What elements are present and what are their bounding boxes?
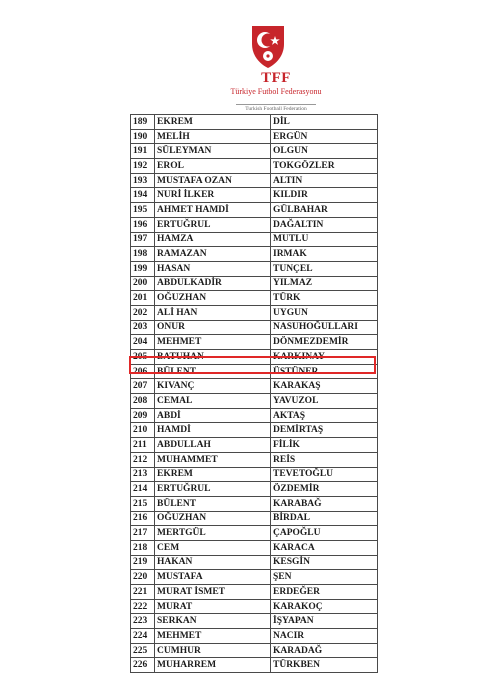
brand-divider	[236, 104, 316, 105]
last-name-cell: TEVETOĞLU	[271, 467, 378, 482]
first-name-cell: HASAN	[155, 261, 271, 276]
row-number: 224	[131, 629, 155, 644]
row-number: 197	[131, 232, 155, 247]
first-name-cell: MURAT İSMET	[155, 585, 271, 600]
last-name-cell: ERDEĞER	[271, 585, 378, 600]
table-row	[131, 291, 378, 306]
row-number: 194	[131, 188, 155, 203]
roster-table-container	[130, 114, 370, 671]
table-row	[131, 188, 378, 203]
first-name-cell: SERKAN	[155, 614, 271, 629]
last-name-cell: KARAKOÇ	[271, 599, 378, 614]
row-number: 201	[131, 291, 155, 306]
first-name-cell: CEM	[155, 540, 271, 555]
last-name-cell: OLGUN	[271, 144, 378, 159]
last-name-cell: KARACA	[271, 540, 378, 555]
last-name-cell: KARADAĞ	[271, 643, 378, 658]
table-row	[131, 585, 378, 600]
row-number: 218	[131, 540, 155, 555]
last-name-cell: YAVUZOL	[271, 394, 378, 409]
last-name-cell: DEMİRTAŞ	[271, 423, 378, 438]
last-name-cell: TÜRK	[271, 291, 378, 306]
table-row	[131, 173, 378, 188]
first-name-cell: CEMAL	[155, 394, 271, 409]
row-number: 209	[131, 408, 155, 423]
row-number: 211	[131, 438, 155, 453]
row-number: 192	[131, 159, 155, 174]
row-number: 215	[131, 496, 155, 511]
table-row	[131, 658, 378, 673]
last-name-cell: YILMAZ	[271, 276, 378, 291]
first-name-cell: EKREM	[155, 115, 271, 130]
federation-brand	[226, 70, 326, 97]
last-name-cell: TOKGÖZLER	[271, 159, 378, 174]
row-number: 204	[131, 335, 155, 350]
row-number: 191	[131, 144, 155, 159]
first-name-cell: ERTUĞRUL	[155, 482, 271, 497]
table-row	[131, 643, 378, 658]
last-name-cell: KILDIR	[271, 188, 378, 203]
first-name-cell: ONUR	[155, 320, 271, 335]
brand-name: Türkiye Futbol Federasyonu	[230, 87, 322, 96]
last-name-cell: ŞEN	[271, 570, 378, 585]
last-name-cell: İŞYAPAN	[271, 614, 378, 629]
last-name-cell: KARABAĞ	[271, 496, 378, 511]
first-name-cell: EROL	[155, 159, 271, 174]
row-number: 208	[131, 394, 155, 409]
row-number: 199	[131, 261, 155, 276]
row-number: 200	[131, 276, 155, 291]
row-number: 219	[131, 555, 155, 570]
row-number: 206	[131, 364, 155, 379]
row-number: 214	[131, 482, 155, 497]
highlighted-row-frame	[129, 356, 376, 374]
first-name-cell: BATUHAN	[155, 350, 271, 365]
first-name-cell: MERTGÜL	[155, 526, 271, 541]
first-name-cell: MUHARREM	[155, 658, 271, 673]
row-number: 210	[131, 423, 155, 438]
first-name-cell: KIVANÇ	[155, 379, 271, 394]
brand-abbreviation: TFF	[261, 70, 291, 86]
row-number: 222	[131, 599, 155, 614]
last-name-cell: TUNÇEL	[271, 261, 378, 276]
table-row	[131, 555, 378, 570]
roster-table-body	[131, 115, 378, 673]
table-row	[131, 467, 378, 482]
table-row	[131, 335, 378, 350]
row-number: 223	[131, 614, 155, 629]
brand-name-english: Turkish Football Federation	[245, 106, 307, 112]
last-name-cell: GÜLBAHAR	[271, 203, 378, 218]
last-name-cell: KARKINAY	[271, 350, 378, 365]
table-row	[131, 261, 378, 276]
row-number: 202	[131, 305, 155, 320]
row-number: 196	[131, 217, 155, 232]
first-name-cell: MEHMET	[155, 629, 271, 644]
last-name-cell: DİL	[271, 115, 378, 130]
last-name-cell: IRMAK	[271, 247, 378, 262]
row-number: 195	[131, 203, 155, 218]
last-name-cell: ÇAPOĞLU	[271, 526, 378, 541]
last-name-cell: REİS	[271, 452, 378, 467]
table-row	[131, 394, 378, 409]
table-row	[131, 496, 378, 511]
tff-crest-icon	[244, 22, 292, 70]
row-number: 190	[131, 129, 155, 144]
first-name-cell: MELİH	[155, 129, 271, 144]
table-row	[131, 526, 378, 541]
table-row	[131, 159, 378, 174]
row-number: 225	[131, 643, 155, 658]
first-name-cell: AHMET HAMDİ	[155, 203, 271, 218]
last-name-cell: AKTAŞ	[271, 408, 378, 423]
first-name-cell: MURAT	[155, 599, 271, 614]
first-name-cell: RAMAZAN	[155, 247, 271, 262]
table-row	[131, 203, 378, 218]
first-name-cell: HAMDİ	[155, 423, 271, 438]
row-number: 212	[131, 452, 155, 467]
first-name-cell: OĞUZHAN	[155, 511, 271, 526]
table-row	[131, 408, 378, 423]
first-name-cell: ABDİ	[155, 408, 271, 423]
table-row	[131, 423, 378, 438]
last-name-cell: MUTLU	[271, 232, 378, 247]
first-name-cell: MEHMET	[155, 335, 271, 350]
row-number: 203	[131, 320, 155, 335]
row-number: 226	[131, 658, 155, 673]
table-row	[131, 452, 378, 467]
first-name-cell: BÜLENT	[155, 364, 271, 379]
last-name-cell: KESGİN	[271, 555, 378, 570]
last-name-cell: TÜRKBEN	[271, 658, 378, 673]
row-number: 207	[131, 379, 155, 394]
first-name-cell: BÜLENT	[155, 496, 271, 511]
table-row	[131, 320, 378, 335]
first-name-cell: MUHAMMET	[155, 452, 271, 467]
last-name-cell: ÜSTÜNER	[271, 364, 378, 379]
table-row	[131, 232, 378, 247]
row-number: 193	[131, 173, 155, 188]
first-name-cell: OĞUZHAN	[155, 291, 271, 306]
table-row	[131, 570, 378, 585]
table-row	[131, 614, 378, 629]
first-name-cell: HAKAN	[155, 555, 271, 570]
table-row	[131, 217, 378, 232]
table-row	[131, 129, 378, 144]
first-name-cell: CUMHUR	[155, 643, 271, 658]
last-name-cell: NACIR	[271, 629, 378, 644]
first-name-cell: ABDULKADİR	[155, 276, 271, 291]
table-row	[131, 438, 378, 453]
roster-table	[130, 114, 378, 673]
table-row	[131, 540, 378, 555]
table-row	[131, 511, 378, 526]
last-name-cell: BİRDAL	[271, 511, 378, 526]
first-name-cell: MUSTAFA OZAN	[155, 173, 271, 188]
table-row	[131, 599, 378, 614]
table-row	[131, 115, 378, 130]
table-row	[131, 305, 378, 320]
row-number: 221	[131, 585, 155, 600]
first-name-cell: ERTUĞRUL	[155, 217, 271, 232]
last-name-cell: UYGUN	[271, 305, 378, 320]
row-number: 216	[131, 511, 155, 526]
last-name-cell: NASUHOĞULLARI	[271, 320, 378, 335]
row-number: 220	[131, 570, 155, 585]
table-row	[131, 276, 378, 291]
last-name-cell: DAĞALTIN	[271, 217, 378, 232]
table-row	[131, 629, 378, 644]
last-name-cell: FİLİK	[271, 438, 378, 453]
table-row	[131, 482, 378, 497]
first-name-cell: ALİ HAN	[155, 305, 271, 320]
first-name-cell: SÜLEYMAN	[155, 144, 271, 159]
first-name-cell: HAMZA	[155, 232, 271, 247]
row-number: 217	[131, 526, 155, 541]
last-name-cell: ERGÜN	[271, 129, 378, 144]
table-row	[131, 247, 378, 262]
first-name-cell: NURİ İLKER	[155, 188, 271, 203]
first-name-cell: ABDULLAH	[155, 438, 271, 453]
row-number: 198	[131, 247, 155, 262]
table-row	[131, 144, 378, 159]
last-name-cell: KARAKAŞ	[271, 379, 378, 394]
first-name-cell: EKREM	[155, 467, 271, 482]
table-row	[131, 379, 378, 394]
last-name-cell: ALTIN	[271, 173, 378, 188]
row-number: 189	[131, 115, 155, 130]
first-name-cell: MUSTAFA	[155, 570, 271, 585]
row-number: 205	[131, 350, 155, 365]
last-name-cell: DÖNMEZDEMİR	[271, 335, 378, 350]
row-number: 213	[131, 467, 155, 482]
last-name-cell: ÖZDEMİR	[271, 482, 378, 497]
